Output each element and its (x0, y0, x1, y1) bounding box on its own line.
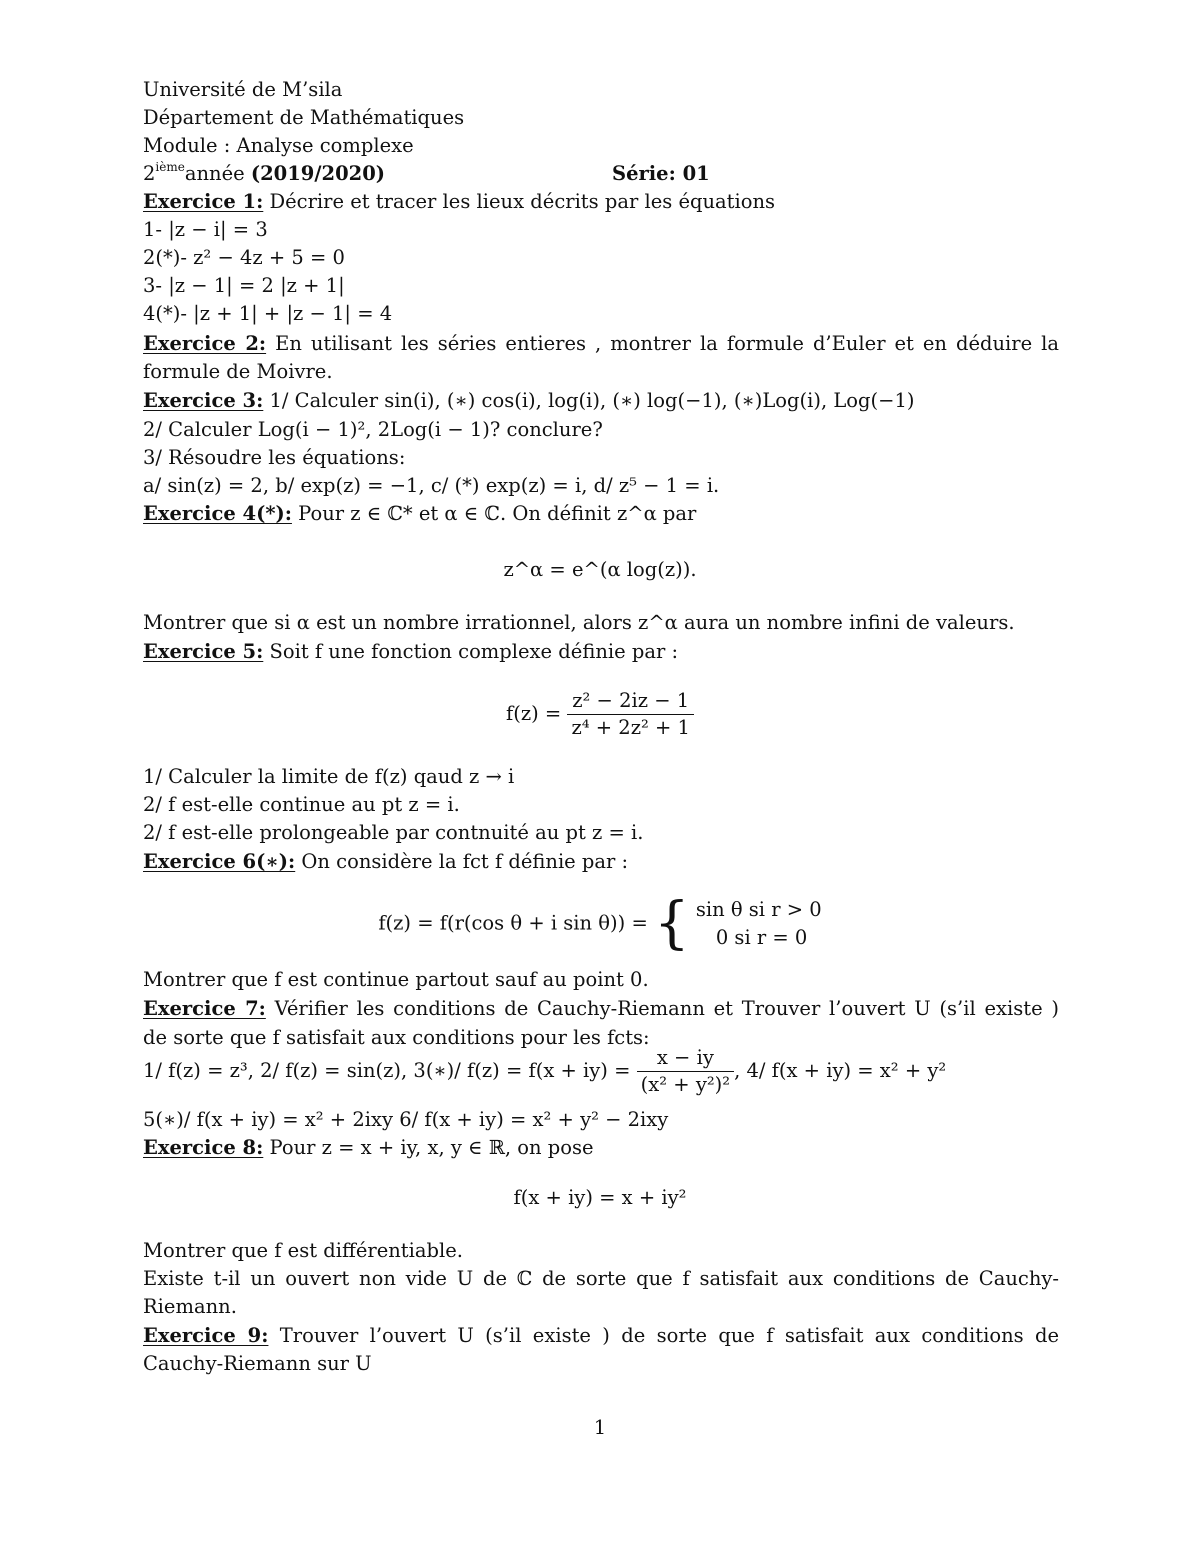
module-name: Module : Analyse complexe (143, 134, 414, 157)
ex4-line1 (143, 500, 696, 528)
ex6-title: Exercice 6(∗): (143, 850, 296, 873)
ex7-line2: de sorte que f satisfait aux conditions pour les fcts: (143, 1026, 650, 1049)
ex7-title: Exercice 7: (143, 997, 266, 1020)
ex2-title: Exercice 2: (143, 332, 267, 355)
ex5-title: Exercice 5: (143, 640, 264, 663)
ex7-fraction (637, 1045, 734, 1098)
ex7-line3-a: 1/ f(z) = z³, 2/ f(z) = sin(z), 3(∗)/ f(z) = f(x + iy) = (143, 1059, 631, 1082)
ex7-line3 (143, 1045, 946, 1098)
ex4-text: Pour z ∈ ℂ* et α ∈ ℂ. On définit z^α par (291, 502, 697, 525)
ex6-text: On considère la fct f définie par : (295, 850, 629, 873)
ex9-line2: Cauchy-Riemann sur U (143, 1352, 372, 1375)
ex6-formula-lhs: f(z) = f(r(cos θ + i sin θ)) = (378, 911, 648, 935)
ex8-title: Exercice 8: (143, 1136, 264, 1159)
year-paren: (2019/2020) (250, 162, 385, 185)
ex6-case2: 0 si r = 0 (715, 926, 808, 949)
ex6-formula (0, 891, 1200, 956)
ex3-line4: a/ sin(z) = 2, b/ exp(z) = −1, c/ (*) exp(z) = i, d/ z⁵ − 1 = i. (143, 474, 720, 497)
ex5-text: Soit f une fonction complexe définie par : (263, 640, 679, 663)
year-suffix: année (184, 162, 245, 185)
ex7-line3-b: , 4/ f(x + iy) = x² + y² (734, 1059, 947, 1082)
ex3-line3: 3/ Résoudre les équations: (143, 446, 406, 469)
ex2-line2: formule de Moivre. (143, 360, 333, 383)
ex1-text: Décrire et tracer les lieux décrits par les équations (263, 190, 776, 213)
ex1-item: 3- |z − 1| = 2 |z + 1| (143, 274, 345, 297)
ex8-line3: Existe t-il un ouvert non vide U de ℂ de sorte que f satisfait aux conditions de Cauchy- (143, 1267, 1059, 1290)
ex1-heading (143, 188, 775, 216)
ex5-q3: 2/ f est-elle prolongeable par contnuité au pt z = i. (143, 821, 644, 844)
ex1-title: Exercice 1: (143, 190, 264, 213)
ex6-line1 (143, 848, 628, 876)
ex2-text: En utilisant les séries entieres , montrer la formule d’Euler et en déduire la (266, 332, 1059, 355)
ex4-title: Exercice 4(*): (143, 502, 292, 525)
ex8-line2: Montrer que f est différentiable. (143, 1239, 463, 1262)
ex8-formula: f(x + iy) = x + iy² (513, 1186, 687, 1209)
ex1-item: 4(*)- |z + 1| + |z − 1| = 4 (143, 302, 393, 325)
ex6-case1: sin θ si r > 0 (695, 898, 822, 921)
ex3-title: Exercice 3: (143, 389, 264, 412)
left-brace: { (653, 891, 690, 956)
ex6-cases (696, 896, 822, 952)
ex7-numerator: x − iy (637, 1045, 734, 1072)
ex7-denominator: (x² + y²)² (640, 1073, 731, 1096)
ex3-text: 1/ Calculer sin(i), (∗) cos(i), log(i), (∗) log(−1), (∗)Log(i), Log(−1) (263, 389, 915, 412)
ex1-item: 1- |z − i| = 3 (143, 218, 268, 241)
ex9-text: Trouver l’ouvert U (s’il existe ) de sorte que f satisfait aux conditions de (268, 1324, 1059, 1347)
ex5-numerator: z² − 2iz − 1 (567, 688, 693, 715)
ex8-line1 (143, 1134, 594, 1162)
year-prefix: 2 (143, 162, 156, 185)
ex5-line1 (143, 638, 678, 666)
ex3-line1 (143, 387, 914, 415)
ex6-line2: Montrer que f est continue partout sauf au point 0. (143, 968, 649, 991)
ex5-fraction (567, 688, 693, 741)
ex1-item: 2(*)- z² − 4z + 5 = 0 (143, 246, 345, 269)
ex9-line1 (143, 1322, 1059, 1350)
page-number: 1 (593, 1416, 607, 1439)
department-name: Département de Mathématiques (143, 106, 465, 129)
ex2-line1 (143, 330, 1059, 358)
ex5-formula (0, 688, 1200, 741)
university-name: Université de M’sila (143, 78, 343, 101)
ex5-q2: 2/ f est-elle continue au pt z = i. (143, 793, 460, 816)
year-line (143, 160, 385, 188)
ex9-title: Exercice 9: (143, 1324, 269, 1347)
serie-label: Série: 01 (612, 162, 710, 185)
ex5-denominator: z⁴ + 2z² + 1 (571, 716, 690, 739)
ex8-line4: Riemann. (143, 1295, 237, 1318)
ex4-formula: z^α = e^(α log(z)). (503, 558, 697, 581)
ex3-line2: 2/ Calculer Log(i − 1)², 2Log(i − 1)? conclure? (143, 418, 603, 441)
ex7-text: Vérifier les conditions de Cauchy-Riemann et Trouver l’ouvert U (s’il existe ) (265, 997, 1059, 1020)
ex4-line2: Montrer que si α est un nombre irrationnel, alors z^α aura un nombre infini de valeurs. (143, 611, 1015, 634)
ex7-line1 (143, 995, 1059, 1023)
ex8-text: Pour z = x + iy, x, y ∈ ℝ, on pose (263, 1136, 594, 1159)
ex5-q1: 1/ Calculer la limite de f(z) qaud z → i (143, 765, 515, 788)
year-sup: ième (155, 159, 185, 174)
ex5-formula-lhs: f(z) = (506, 702, 562, 725)
ex7-line4: 5(∗)/ f(x + iy) = x² + 2ixy 6/ f(x + iy) = x² + y² − 2ixy (143, 1108, 669, 1131)
